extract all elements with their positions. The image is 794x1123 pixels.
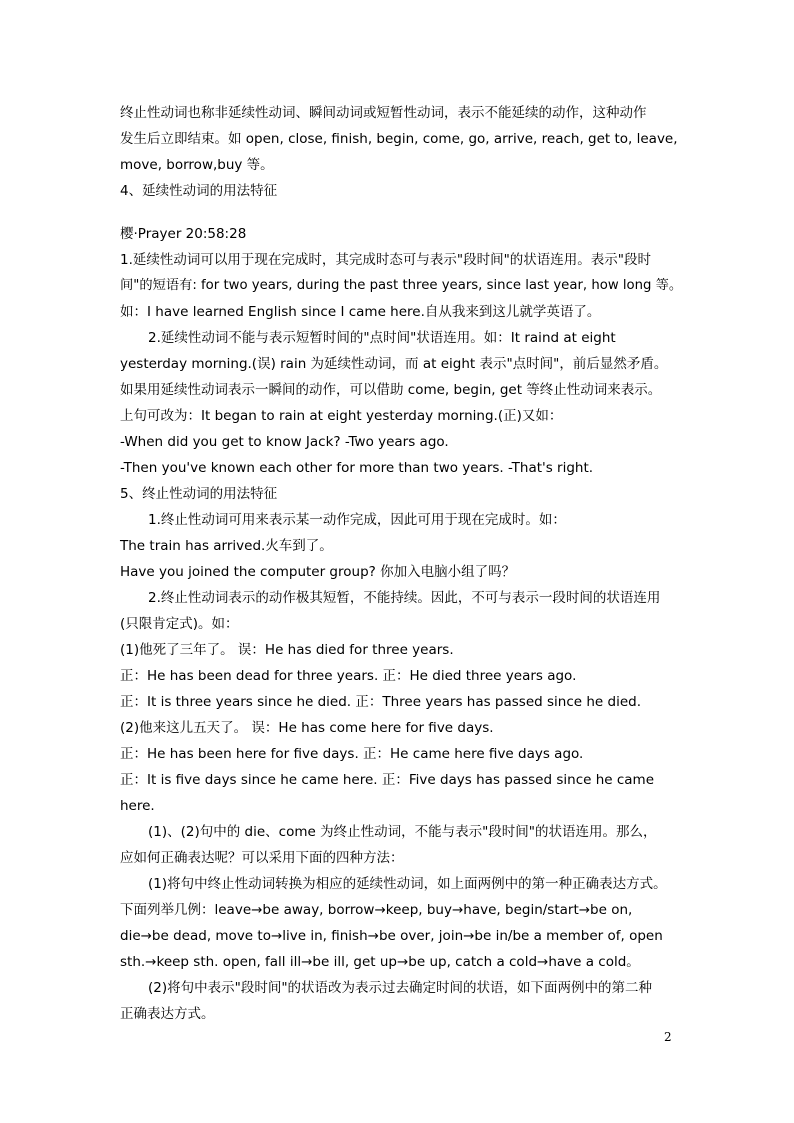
- text-line: 间"的短语有: for two years, during the past three years, since last year, how long 等。: [120, 278, 683, 293]
- text-line: 发生后立即结束。如 open, close, finish, begin, come, go, arrive, reach, get to, leave,: [120, 131, 678, 147]
- text-line: 终止性动词也称非延续性动词、瞬间动词或短暂性动词，表示不能延续的动作，这种动作: [120, 105, 647, 121]
- text-line: -When did you get to know Jack? -Two years ago.: [120, 434, 449, 450]
- text-line: (1)、(2)句中的 die、come 为终止性动词，不能与表示"段时间"的状语连用。那么，: [148, 824, 657, 840]
- text-line: 如果用延续性动词表示一瞬间的动作，可以借助 come, begin, get 等终止性动词来表示。: [120, 382, 662, 398]
- text-line: 应如何正确表达呢？可以采用下面的四种方法：: [120, 850, 404, 866]
- text-line: 2.延续性动词不能与表示短暂时间的"点时间"状语连用。如：It raind at eight: [148, 330, 616, 346]
- text-line: (只限肯定式)。如：: [120, 616, 239, 632]
- text-line: 如：I have learned English since I came here.自从我来到这儿就学英语了。: [120, 304, 601, 320]
- text-line: 正：He has been dead for three years. 正：He died three years ago.: [120, 668, 577, 684]
- section-heading: 5、终止性动词的用法特征: [120, 486, 278, 502]
- text-line: (2)将句中表示"段时间"的状语改为表示过去确定时间的状语，如下面两例中的第二种: [148, 980, 653, 996]
- page-number: 2: [664, 1030, 672, 1044]
- text-line: sth.→keep sth. open, fall ill→be ill, get up→be up, catch a cold→have a cold。: [120, 954, 640, 970]
- section-heading: 4、延续性动词的用法特征: [120, 183, 278, 199]
- text-line: 正：It is three years since he died. 正：Three years has passed since he died.: [120, 694, 642, 710]
- text-line: move, borrow,buy 等。: [120, 157, 274, 173]
- text-line: 2.终止性动词表示的动作极其短暂，不能持续。因此，不可与表示一段时间的状语连用: [148, 590, 661, 606]
- text-line: 下面列举几例：leave→be away, borrow→keep, buy→have, begin/start→be on,: [120, 902, 633, 918]
- text-line: (1)将句中终止性动词转换为相应的延续性动词，如上面两例中的第一种正确表达方式。: [148, 876, 667, 892]
- text-line: -Then you've known each other for more than two years. -That's right.: [120, 460, 594, 476]
- text-line: yesterday morning.(误) rain 为延续性动词，而 at eight 表示"点时间"，前后显然矛盾。: [120, 356, 668, 372]
- text-line: 上句可改为：It began to rain at eight yesterday morning.(正)又如：: [120, 408, 563, 424]
- text-line: 1.延续性动词可以用于现在完成时，其完成时态可与表示"段时间"的状语连用。表示"段时: [120, 252, 652, 268]
- text-line: 正：He has been here for five days. 正：He came here five days ago.: [120, 746, 584, 762]
- text-line: (1)他死了三年了。 误：He has died for three years.: [120, 642, 454, 658]
- chat-header: 樱·Prayer 20:58:28: [120, 226, 247, 242]
- text-line: here.: [120, 798, 155, 814]
- text-line: 正确表达方式。: [120, 1006, 215, 1022]
- text-line: 正：It is five days since he came here. 正：Five days has passed since he came: [120, 772, 655, 788]
- text-line: The train has arrived.火车到了。: [120, 538, 333, 554]
- text-line: 1.终止性动词可用来表示某一动作完成，因此可用于现在完成时。如：: [148, 512, 566, 528]
- text-line: die→be dead, move to→live in, finish→be over, join→be in/be a member of, open: [120, 928, 663, 944]
- text-line: Have you joined the computer group? 你加入电脑小组了吗？: [120, 564, 516, 580]
- text-line: (2)他来这儿五天了。 误：He has come here for five days.: [120, 720, 494, 736]
